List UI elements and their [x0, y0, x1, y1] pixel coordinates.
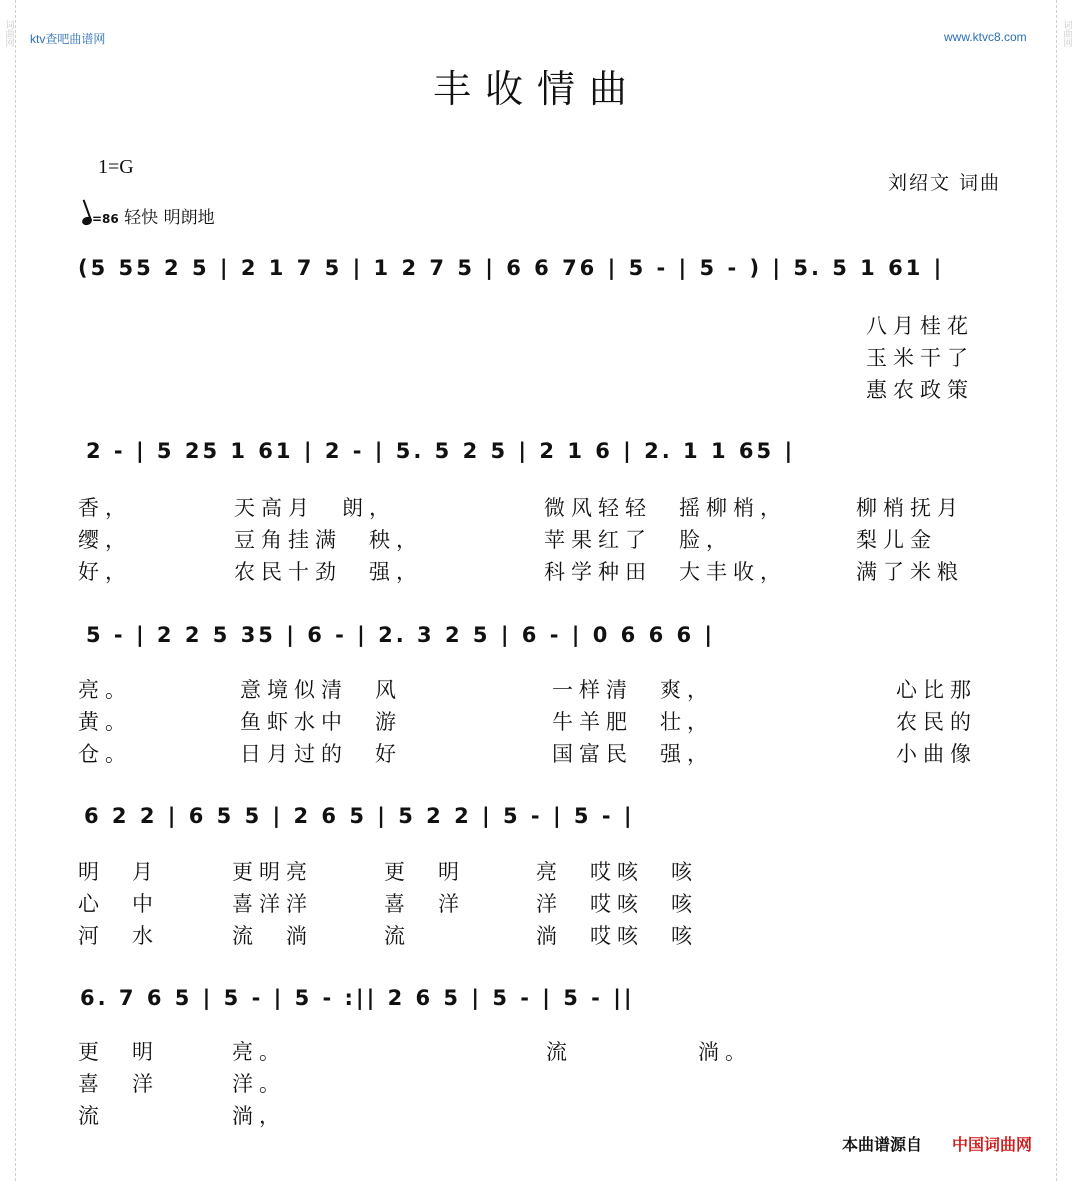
lyric-row3-v1-a: 亮。: [78, 678, 132, 702]
lyric-row4-v1-d: 亮 哎咳 咳: [536, 860, 698, 884]
lyric-row5-v1-d: 淌。: [698, 1040, 752, 1064]
lyric-row2-v2-d: 梨儿金: [856, 528, 937, 552]
lyric-row3-v1-d: 心比那: [896, 678, 977, 702]
lyric-row3-v2-c: 牛羊肥 壮，: [552, 710, 714, 734]
left-watermark-strip: [2, 0, 14, 1181]
lyric-row4-v1-b: 更明亮: [232, 860, 313, 884]
lyric-row4-v2-b: 喜洋洋: [232, 892, 313, 916]
lyric-row4-v2-c: 喜 洋: [384, 892, 465, 916]
lyric-row4-v2-a: 心 中: [78, 892, 159, 916]
notation-row-5: 6. 7 6 5 | 5 - | 5 - :|| 2 6 5 | 5 - | 5 - ||: [80, 986, 635, 1010]
header-left-site[interactable]: ktv查吧曲谱网: [30, 32, 106, 46]
right-watermark-strip: [1060, 0, 1072, 1181]
lyric-row4-v2-d: 洋 哎咳 咳: [536, 892, 698, 916]
lyric-row2-v3-d: 满了米粮: [856, 560, 964, 584]
footer-source-label: 本曲谱源自: [842, 1135, 923, 1154]
lyric-row2-v1-a: 香，: [78, 496, 132, 520]
key-signature: 1=G: [98, 156, 134, 178]
notation-row-3: 5 - | 2 2 5 35 | 6 - | 2. 3 2 5 | 6 - | 0 6 6 6 |: [86, 623, 716, 647]
lyric-row3-v2-b: 鱼虾水中 游: [240, 710, 402, 734]
lyric-row4-v3-c: 流: [384, 924, 411, 948]
lyric-row4-v3-b: 流 淌: [232, 924, 313, 948]
right-dashed-border: [1056, 0, 1057, 1181]
lyric-row3-v3-b: 日月过的 好: [240, 742, 402, 766]
song-author: 刘绍文 词曲: [888, 172, 1002, 194]
lyric-row5-v3-a: 流: [78, 1104, 105, 1128]
lyric-row3-v1-c: 一样清 爽，: [552, 678, 714, 702]
notation-row-2: 2 - | 5 25 1 61 | 2 - | 5. 5 2 5 | 2 1 6 | 2. 1 1 65 |: [86, 439, 796, 463]
side-mark: 词曲网: [1061, 20, 1072, 47]
lyric-row4-v1-a: 明 月: [78, 860, 159, 884]
lyric-row4-v1-c: 更 明: [384, 860, 465, 884]
lyric-row3-v1-b: 意境似清 风: [240, 678, 402, 702]
lyric-row3-v2-a: 黄。: [78, 710, 132, 734]
song-title: 丰收情曲: [432, 67, 641, 111]
header-right-url[interactable]: www.ktvc8.com: [944, 30, 1027, 44]
tempo-text: 轻快 明朗地: [124, 208, 215, 228]
lyric-row5-v2-b: 洋。: [232, 1072, 286, 1096]
lyric-row5-v2-a: 喜 洋: [78, 1072, 159, 1096]
lyric-row4-v3-d: 淌 哎咳 咳: [536, 924, 698, 948]
lyric-row2-v2-a: 缨，: [78, 528, 132, 552]
lyric-row5-v3-b: 淌，: [232, 1104, 286, 1128]
lyric-row2-v2-c: 苹果红了 脸，: [544, 528, 733, 552]
lyric-row2-v3-a: 好，: [78, 560, 132, 584]
lyric-row2-v1-c: 微风轻轻 摇柳梢，: [544, 496, 787, 520]
lyric-row2-v2-b: 豆角挂满 秧，: [234, 528, 423, 552]
lyric-row2-v1-b: 天高月 朗，: [234, 496, 396, 520]
lyric-row5-v1-b: 亮。: [232, 1040, 286, 1064]
lyric-row5-v1-c: 流: [546, 1040, 573, 1064]
lyric-row1-v1: 八月桂花: [866, 314, 974, 338]
left-dashed-border: [15, 0, 16, 1181]
lyric-row3-v3-d: 小曲像: [896, 742, 977, 766]
lyric-row3-v2-d: 农民的: [896, 710, 977, 734]
lyric-row4-v3-a: 河 水: [78, 924, 159, 948]
lyric-row2-v3-b: 农民十劲 强，: [234, 560, 423, 584]
lyric-row1-v3: 惠农政策: [866, 378, 974, 402]
tempo-marking: [82, 203, 215, 228]
lyric-row3-v3-c: 国富民 强，: [552, 742, 714, 766]
lyric-row2-v1-d: 柳梢抚月: [856, 496, 964, 520]
notation-row-1: (5 55 2 5 | 2 1 7 5 | 1 2 7 5 | 6 6 76 | 5 - | 5 - ) | 5. 5 1 61 |: [78, 256, 945, 280]
footer-source-site[interactable]: 中国词曲网: [952, 1135, 1033, 1154]
lyric-row1-v2: 玉米干了: [866, 346, 974, 370]
side-mark: 词曲网: [3, 20, 14, 47]
notation-row-4: 6 2 2 | 6 5 5 | 2 6 5 | 5 2 2 | 5 - | 5 - |: [84, 804, 635, 828]
lyric-row2-v3-c: 科学种田 大丰收，: [544, 560, 787, 584]
tempo-value: =86: [92, 212, 119, 226]
lyric-row3-v3-a: 仓。: [78, 742, 132, 766]
lyric-row5-v1-a: 更 明: [78, 1040, 159, 1064]
